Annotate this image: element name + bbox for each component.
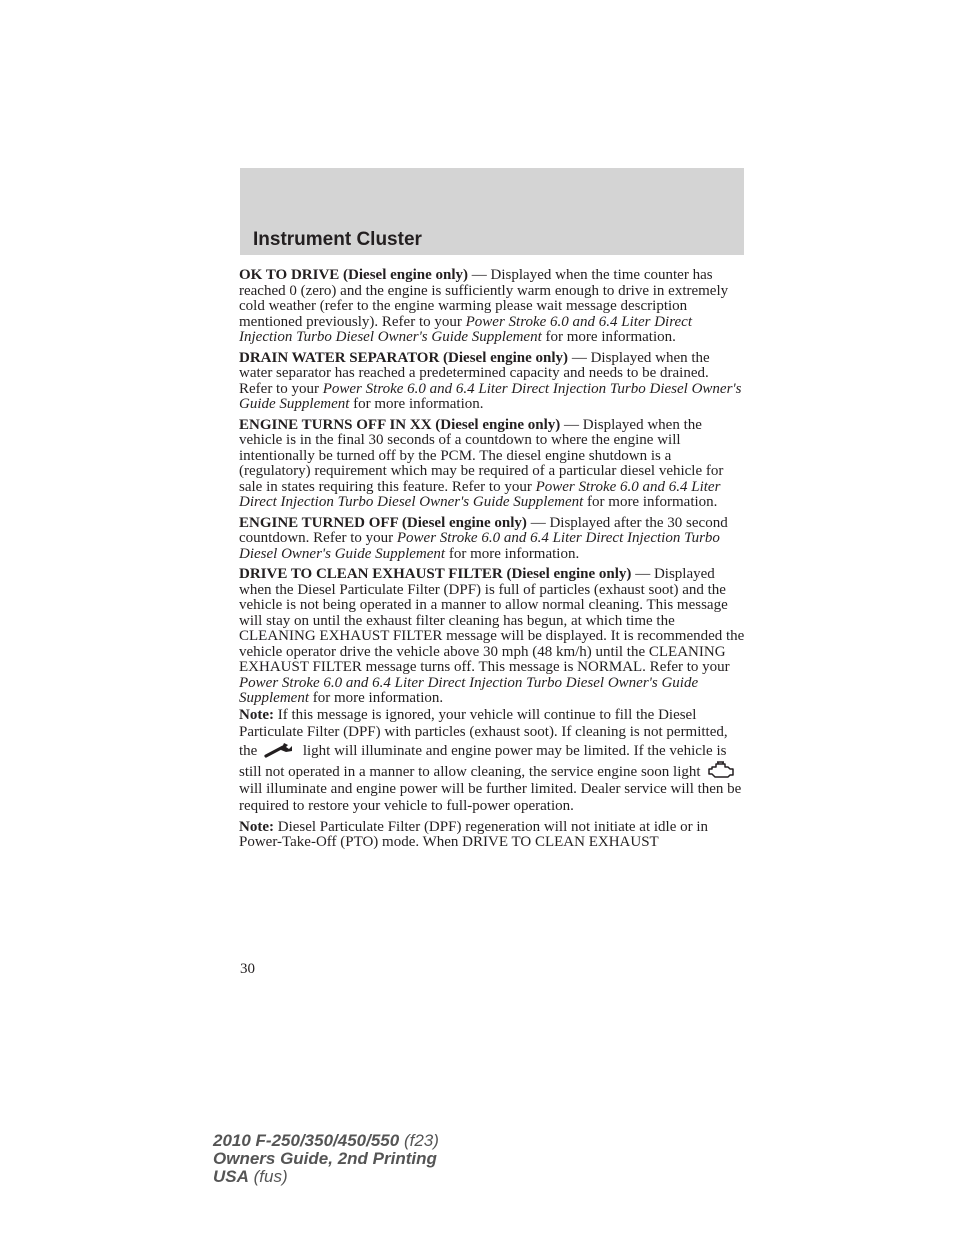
- footer-line-guide: [213, 1150, 439, 1168]
- guide-reference: Power Stroke 6.0 and 6.4 Liter Direct Injection Turbo Diesel Owner's Guide Supplement: [239, 478, 721, 510]
- footer-model: 2010 F-250/350/450/550: [213, 1131, 400, 1150]
- footer-region: USA: [213, 1167, 249, 1186]
- page-content: [239, 268, 745, 856]
- entry-drive-to-clean-exhaust-filter: [239, 567, 745, 707]
- entry-text: for more information.: [308, 690, 444, 706]
- footer-model-code: (f23): [399, 1131, 439, 1150]
- entry-term: OK TO DRIVE (Diesel engine only): [239, 267, 469, 283]
- footer: [213, 1132, 439, 1186]
- section-header: [240, 168, 744, 255]
- entry-text: for more information.: [583, 494, 718, 510]
- guide-reference: Power Stroke 6.0 and 6.4 Liter Direct Injection Turbo Diesel Owner's Guide Supplement: [239, 674, 699, 706]
- entry-term: ENGINE TURNED OFF (Diesel engine only): [239, 514, 527, 531]
- wrench-icon: [263, 741, 295, 759]
- entry-drain-water-separator: [239, 351, 745, 413]
- entry-text: — Displayed when the time counter has reached 0 (zero) and the engine is sufficiently warm enough to drive in extremely cold weather (refer to the engine warming please wait message description mentioned previously). Refer to your: [239, 267, 729, 330]
- footer-line-region: [213, 1168, 439, 1186]
- section-title: Instrument Cluster: [253, 229, 422, 250]
- entry-text: — Displayed after the 30 second countdown. Refer to your: [239, 514, 728, 546]
- page-number: 30: [240, 961, 255, 977]
- entry-text: — Displayed when the Diesel Particulate Filter (DPF) is full of particles (exhaust soot) and the vehicle is not being operated in a manner to allow normal cleaning. This message will stay on until the exhaust filter cleaning has begun, at which time the CLEANING EXHAUST FILTER message will be displayed. It is recommended the vehicle operator drive the vehicle above 30 mph (48 km/h) until the CLEANING EXHAUST FILTER message turns off. This message is NORMAL. Refer to your: [239, 566, 745, 675]
- entry-term: ENGINE TURNS OFF IN XX (Diesel engine only): [239, 416, 561, 433]
- note-text: Diesel Particulate Filter (DPF) regeneration will not initiate at idle or in Power-Take-Off (PTO) mode. When DRIVE TO CLEAN EXHAUST: [239, 818, 709, 850]
- entry-text: for more information.: [541, 329, 676, 345]
- note-paragraph: [239, 707, 745, 815]
- note-text: light will illuminate and engine power may be limited. If the vehicle is still not operated in a manner to allow cleaning, the service engine soon light: [239, 742, 727, 780]
- guide-reference: Power Stroke 6.0 and 6.4 Liter Direct Injection Turbo Diesel Owner's Guide Supplement: [239, 530, 720, 562]
- entry-engine-turned-off: [239, 516, 745, 563]
- footer-line-model: [213, 1132, 439, 1150]
- footer-guide: Owners Guide, 2nd Printing: [213, 1149, 437, 1168]
- entry-engine-turns-off: [239, 418, 745, 511]
- note-label: Note:: [239, 818, 274, 835]
- footer-region-code: (fus): [248, 1167, 288, 1186]
- guide-reference: Power Stroke 6.0 and 6.4 Liter Direct Injection Turbo Diesel Owner's Guide Supplement: [239, 313, 692, 345]
- entry-term: DRIVE TO CLEAN EXHAUST FILTER (Diesel engine only): [239, 566, 632, 582]
- note-text: If this message is ignored, your vehicle will continue to fill the Diesel Particulate Filter (DPF) with particles (exhaust soot). If cleaning is not permitted, the: [239, 706, 728, 759]
- note-paragraph: [239, 820, 745, 851]
- entry-ok-to-drive: [239, 268, 745, 346]
- note-text: will illuminate and engine power will be further limited. Dealer service will then be required to restore your vehicle to full-power operation.: [239, 780, 742, 814]
- entry-text: for more information.: [349, 396, 484, 412]
- note-label: Note:: [239, 706, 274, 723]
- engine-icon: [706, 760, 738, 780]
- entry-term: DRAIN WATER SEPARATOR (Diesel engine only): [239, 349, 569, 366]
- entry-text: for more information.: [445, 545, 580, 562]
- entry-text: — Displayed when the vehicle is in the final 30 seconds of a countdown to where the engine will intentionally be turned off by the PCM. The diesel engine shutdown is a (regulatory) requirement which may be required of a particular diesel vehicle for sale in states requiring this feature. Refer to your: [239, 416, 724, 495]
- guide-reference: Power Stroke 6.0 and 6.4 Liter Direct Injection Turbo Diesel Owner's Guide Supplement: [239, 380, 742, 412]
- entry-text: — Displayed when the water separator has reached a predetermined capacity and needs to be drained. Refer to your: [239, 349, 710, 397]
